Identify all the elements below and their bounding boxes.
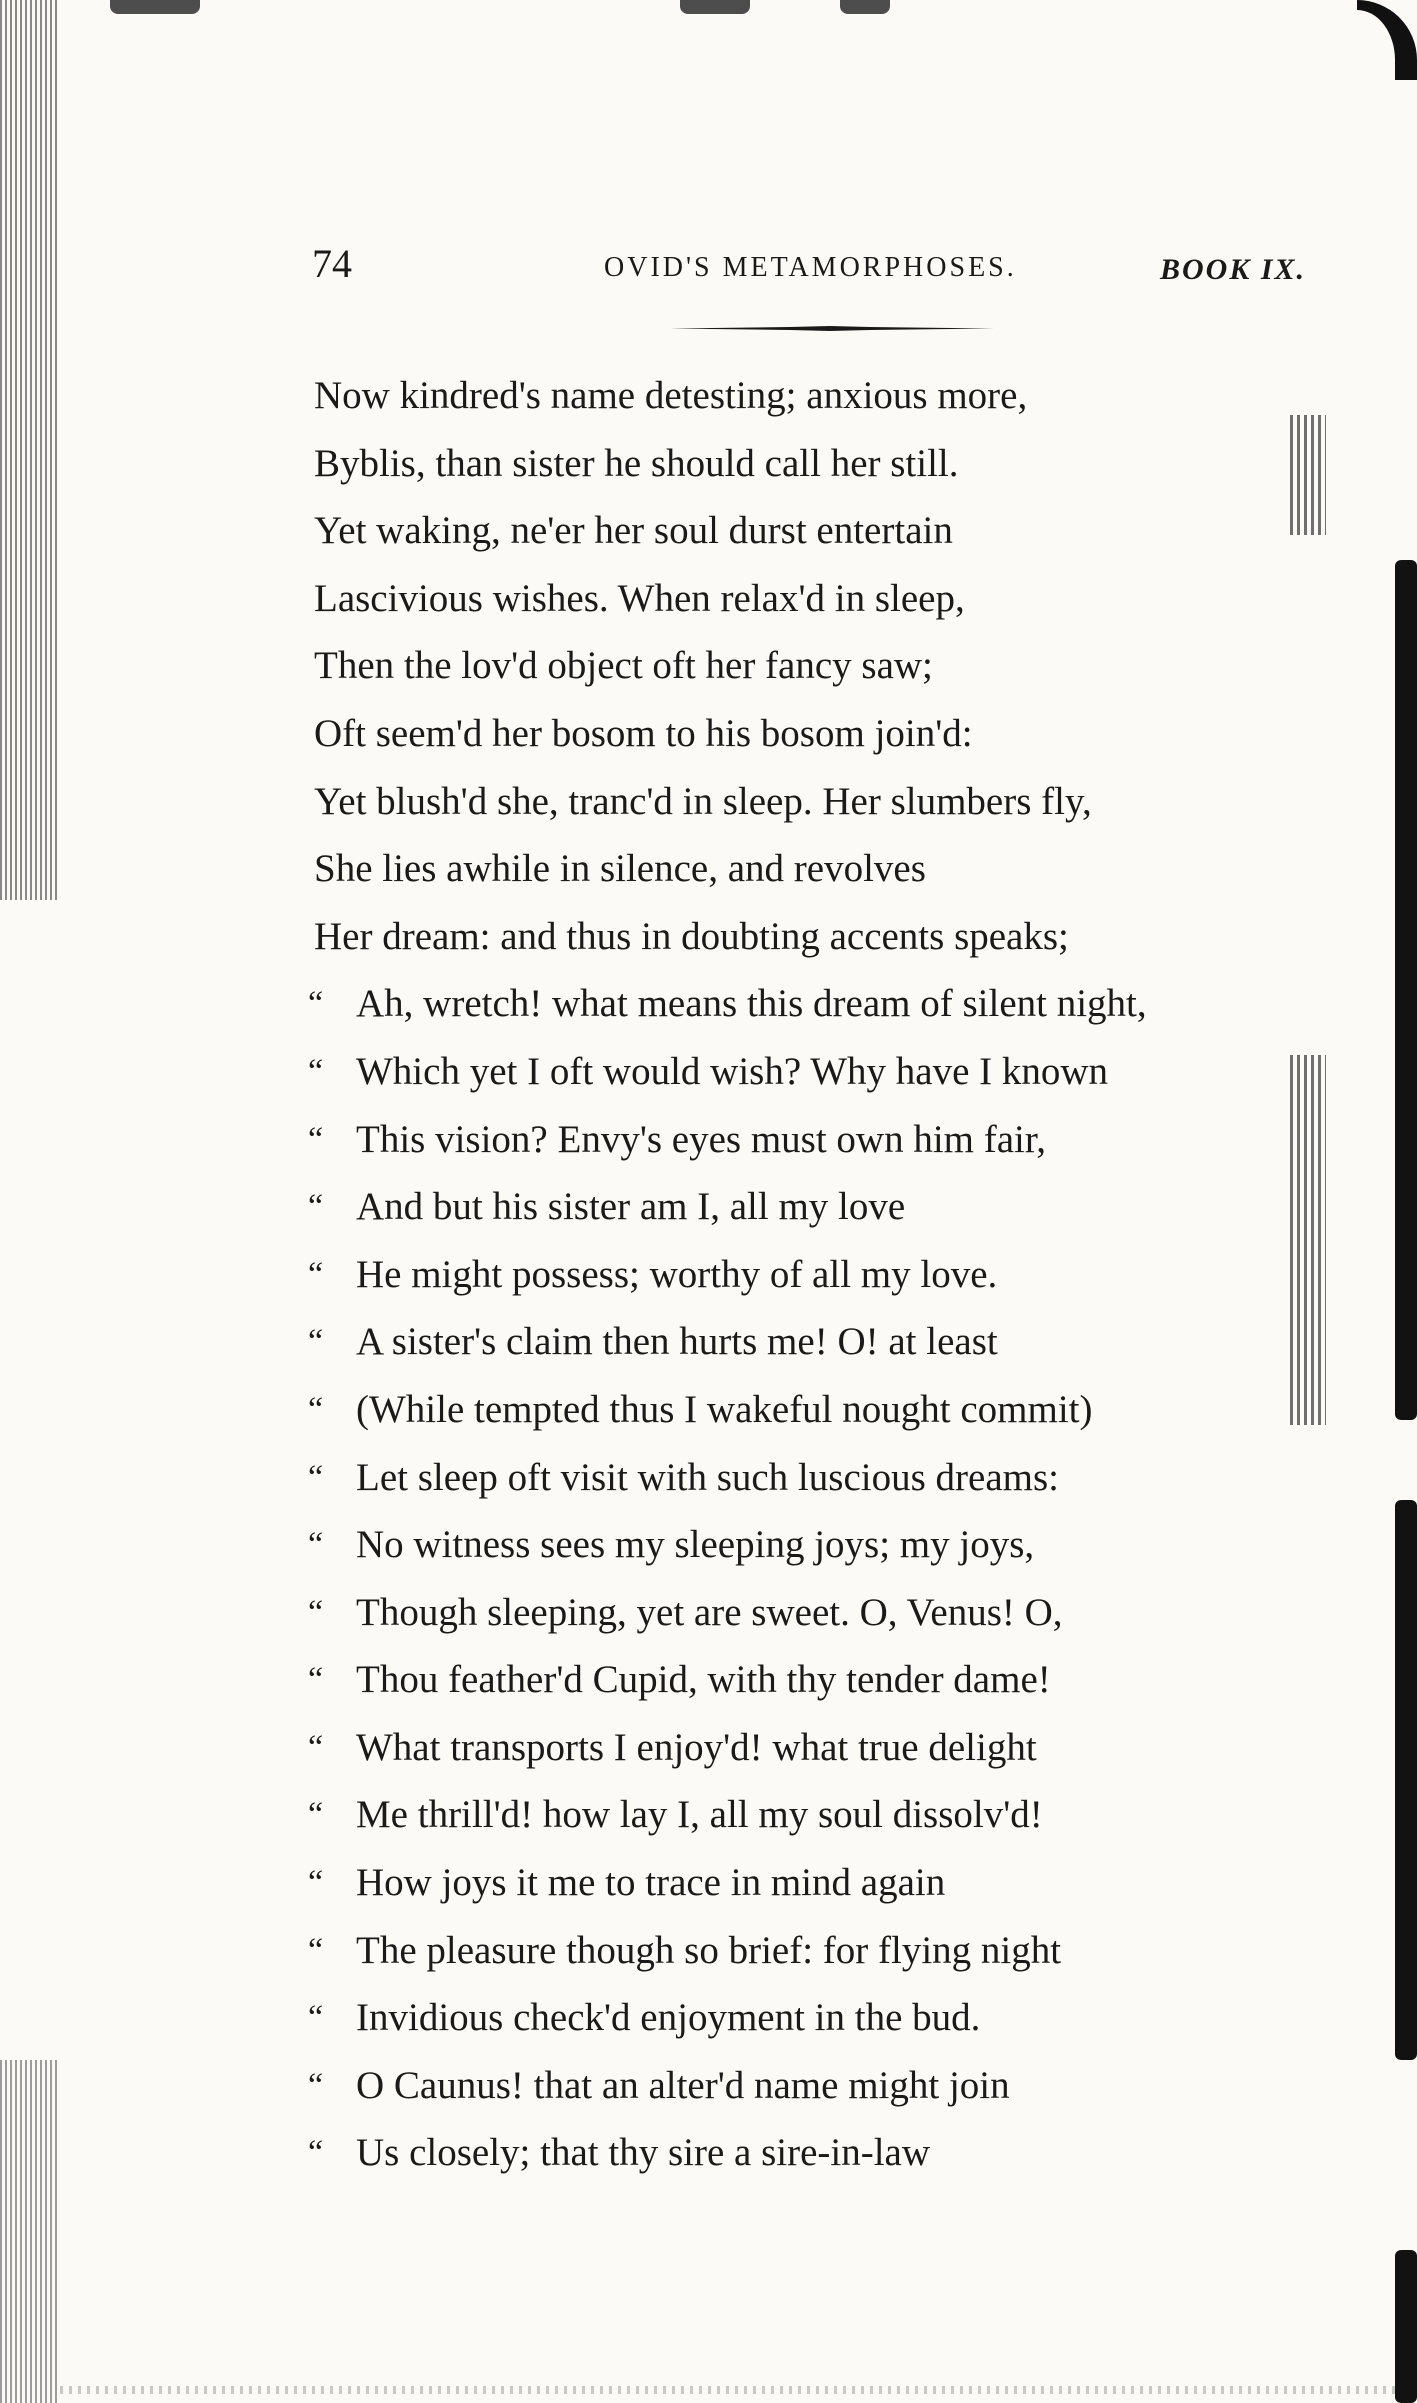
bottom-edge-dust: [60, 2386, 1397, 2394]
verse-text: The pleasure though so brief: for flying night: [356, 1928, 1062, 1972]
opening-quote: “: [308, 1052, 324, 1090]
opening-quote: “: [308, 1323, 324, 1361]
opening-quote: “: [308, 1728, 324, 1766]
opening-quote: “: [308, 1390, 324, 1428]
verse-text: What transports I enjoy'd! what true delight: [356, 1725, 1037, 1769]
verse-text: Her dream: and thus in doubting accents speaks;: [314, 914, 1069, 958]
verse-line: [0, 362, 1417, 430]
verse-text: O Caunus! that an alter'd name might join: [356, 2063, 1010, 2107]
verse-line: [0, 970, 1417, 1038]
verse-text: Invidious check'd enjoyment in the bud.: [356, 1996, 981, 2040]
verse-line: [0, 1579, 1417, 1647]
book-label: BOOK IX.: [1160, 253, 1307, 286]
opening-quote: “: [308, 985, 324, 1023]
verse-text: Byblis, than sister he should call her still.: [314, 441, 959, 485]
verse-text: Though sleeping, yet are sweet. O, Venus! O,: [356, 1590, 1063, 1634]
verse-text: Thou feather'd Cupid, with thy tender dame!: [356, 1658, 1051, 1702]
top-smudge: [840, 0, 890, 14]
verse-line: [0, 430, 1417, 498]
verse-line: [0, 1781, 1417, 1849]
verse-text: A sister's claim then hurts me! O! at least: [356, 1320, 998, 1364]
verse-text: Oft seem'd her bosom to his bosom join'd:: [314, 711, 973, 755]
right-edge-shadow-bottom: [1395, 2250, 1417, 2403]
verse-line: [0, 1173, 1417, 1241]
verse-line: [0, 1849, 1417, 1917]
verse-text: This vision? Envy's eyes must own him fair,: [356, 1117, 1047, 1161]
verse-text: Let sleep oft visit with such luscious dreams:: [356, 1455, 1059, 1499]
verse-text: (While tempted thus I wakeful nought commit): [356, 1387, 1093, 1431]
verse-line: [0, 497, 1417, 565]
verse-line: [0, 1106, 1417, 1174]
verse-line: [0, 700, 1417, 768]
verse-line: [0, 1241, 1417, 1309]
verse-line: [0, 1984, 1417, 2052]
top-smudge: [110, 0, 200, 14]
verse-text: No witness sees my sleeping joys; my joys,: [356, 1523, 1035, 1567]
opening-quote: “: [308, 1255, 324, 1293]
verse-text: She lies awhile in silence, and revolves: [314, 847, 926, 891]
verse-line: [0, 1038, 1417, 1106]
verse-line: [0, 1917, 1417, 1985]
verse-line: [0, 2052, 1417, 2120]
verse-line: [0, 835, 1417, 903]
opening-quote: “: [308, 1661, 324, 1699]
verse-line: [0, 1376, 1417, 1444]
page-number: 74: [312, 241, 352, 286]
verse-line: [0, 1308, 1417, 1376]
verse-line: [0, 1511, 1417, 1579]
ornament-rule: [670, 326, 994, 331]
verse-text: Me thrill'd! how lay I, all my soul dissolv'd!: [356, 1793, 1043, 1837]
opening-quote: “: [308, 1796, 324, 1834]
verse-text: Lascivious wishes. When relax'd in sleep,: [314, 576, 965, 620]
verse-block: [0, 362, 1417, 2187]
opening-quote: “: [308, 1999, 324, 2037]
verse-line: [0, 1714, 1417, 1782]
page-curl-corner: [1357, 0, 1417, 80]
verse-text: How joys it me to trace in mind again: [356, 1861, 946, 1905]
verse-text: Us closely; that thy sire a sire-in-law: [356, 2131, 931, 2175]
verse-text: And but his sister am I, all my love: [356, 1185, 906, 1229]
verse-line: [0, 1646, 1417, 1714]
verse-line: [0, 2119, 1417, 2187]
opening-quote: “: [308, 1120, 324, 1158]
opening-quote: “: [308, 2066, 324, 2104]
opening-quote: “: [308, 1593, 324, 1631]
verse-text: Ah, wretch! what means this dream of silent night,: [356, 982, 1147, 1026]
verse-line: [0, 632, 1417, 700]
verse-line: [0, 903, 1417, 971]
verse-text: Now kindred's name detesting; anxious more,: [314, 374, 1028, 417]
opening-quote: “: [308, 1931, 324, 1969]
opening-quote: “: [308, 1526, 324, 1564]
opening-quote: “: [308, 1188, 324, 1226]
verse-text: Yet waking, ne'er her soul durst entertain: [314, 509, 953, 553]
top-smudge: [680, 0, 750, 14]
verse-text: Which yet I oft would wish? Why have I known: [356, 1049, 1109, 1093]
opening-quote: “: [308, 1458, 324, 1496]
verse-text: Then the lov'd object oft her fancy saw;: [314, 644, 933, 688]
running-title: OVID'S METAMORPHOSES.: [604, 252, 1017, 283]
verse-text: He might possess; worthy of all my love.: [356, 1252, 998, 1296]
verse-line: [0, 565, 1417, 633]
verse-line: [0, 768, 1417, 836]
opening-quote: “: [308, 1864, 324, 1902]
verse-line: [0, 1444, 1417, 1512]
opening-quote: “: [308, 2134, 324, 2172]
verse-text: Yet blush'd she, tranc'd in sleep. Her slumbers fly,: [314, 779, 1092, 823]
